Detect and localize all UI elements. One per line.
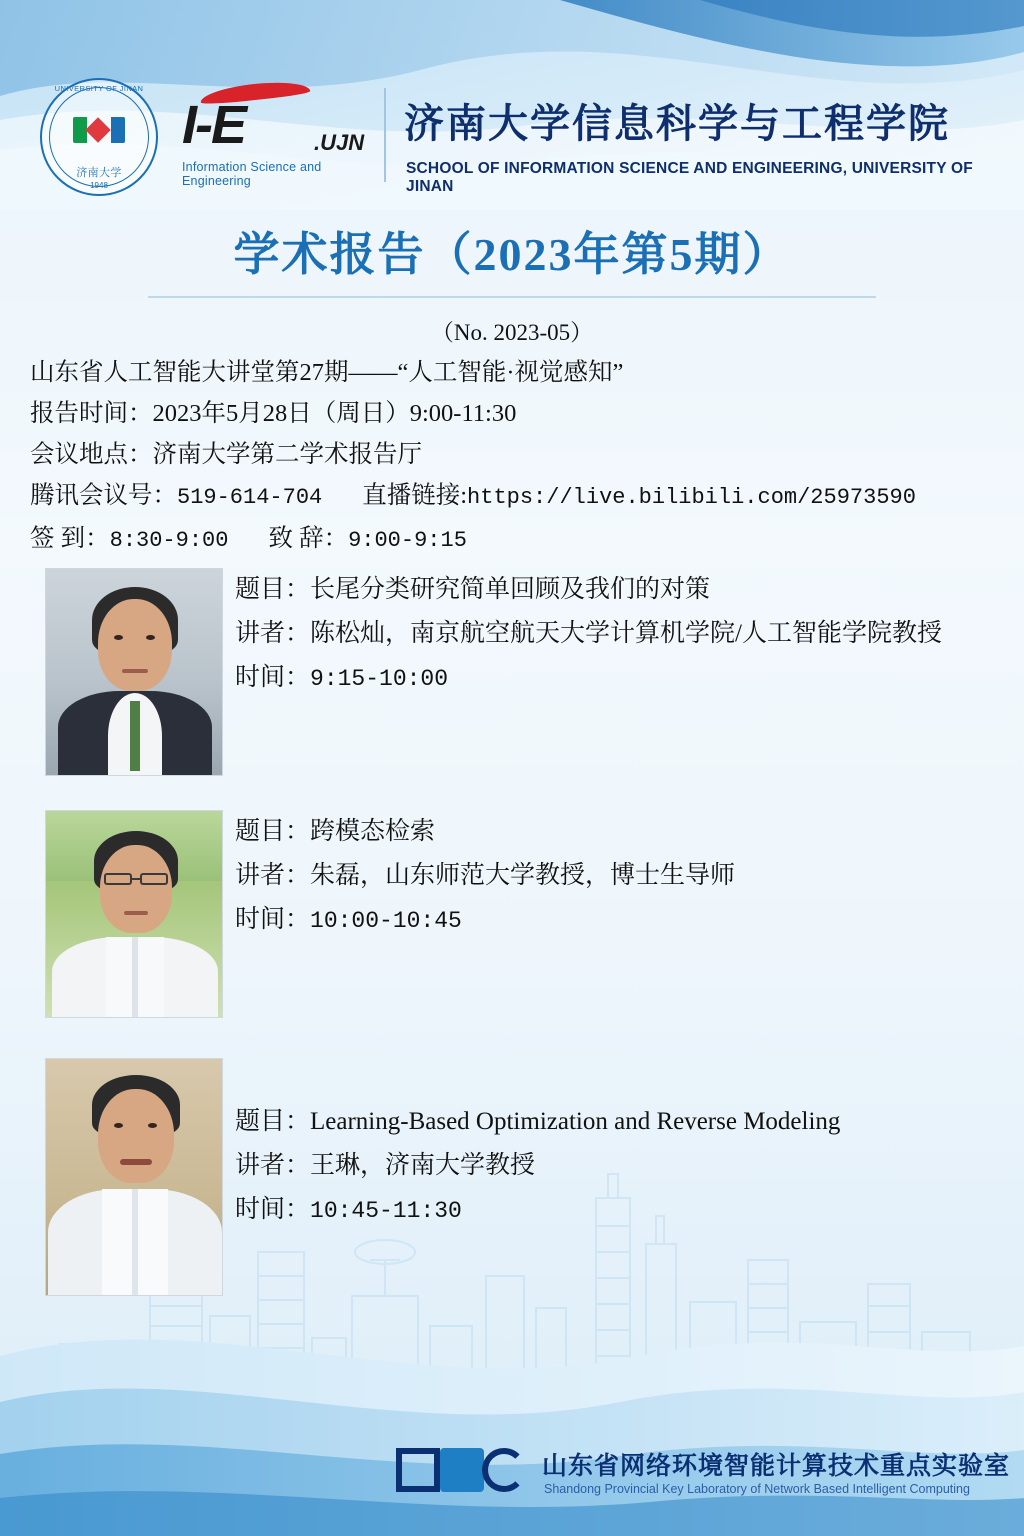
info-time — [30, 393, 1020, 434]
info-live-value[interactable]: https://live.bilibili.com/25973590 — [467, 485, 916, 510]
info-series: 山东省人工智能大讲堂第27期——“人工智能·视觉感知” — [30, 359, 624, 386]
speaker-photo-3 — [45, 1058, 223, 1296]
info-time-value: 2023年5月28日（周日）9:00-11:30 — [152, 400, 517, 427]
info-opening-value: 9:00-9:15 — [348, 528, 467, 553]
talk-speaker-label-3: 讲者： — [235, 1152, 311, 1179]
talk-time-label-2: 时间： — [235, 906, 311, 933]
talk-speaker-2: 朱磊，山东师范大学教授，博士生导师 — [310, 862, 736, 889]
info-signin-value: 8:30-9:00 — [109, 528, 229, 553]
nbic-logo-icon — [396, 1444, 528, 1496]
info-place-value: 济南大学第二学术报告厅 — [152, 441, 422, 468]
info-meeting-value: 519-614-704 — [177, 485, 323, 510]
talk-topic-3: Learning-Based Optimization and Reverse Modeling — [310, 1108, 841, 1135]
info-meeting-label: 腾讯会议号： — [30, 482, 177, 509]
title-divider — [148, 296, 876, 298]
talk-speaker-row-3 — [235, 1144, 1005, 1188]
info-place-label: 会议地点： — [30, 441, 153, 468]
crest-top-text: UNIVERSITY OF JINAN — [54, 84, 144, 93]
school-name-cn: 济南大学信息科学与工程学院 — [404, 102, 950, 146]
talk-time-row-3 — [235, 1188, 1005, 1233]
talk-topic-2: 跨模态检索 — [310, 818, 436, 845]
talk-time-2: 10:00-10:45 — [310, 908, 462, 934]
talk-details-1 — [235, 568, 1005, 701]
ise-logo-subtitle: Information Science and Engineering — [182, 160, 322, 188]
crest-bottom-text: 济南大学 — [76, 167, 122, 179]
event-info — [30, 352, 1020, 561]
info-meeting — [30, 475, 1020, 518]
lab-name-cn: 山东省网络环境智能计算技术重点实验室 — [542, 1452, 1011, 1480]
talk-speaker-row-1 — [235, 612, 1005, 656]
info-time-label: 报告时间： — [30, 400, 153, 427]
talk-time-3: 10:45-11:30 — [310, 1198, 462, 1224]
page-title: 学术报告（2023年第5期） — [233, 229, 791, 280]
ise-logo-mark: I-E — [182, 95, 246, 155]
ise-logo — [178, 82, 393, 188]
talk-topic-label-2: 题目： — [235, 818, 311, 845]
info-place — [30, 434, 1020, 475]
talk-details-3 — [235, 1100, 1005, 1233]
talk-time-row-2 — [235, 898, 1005, 943]
university-crest-icon — [40, 78, 158, 196]
talk-speaker-row-2 — [235, 854, 1005, 898]
talk-time-label-1: 时间： — [235, 664, 311, 691]
poster-header — [0, 0, 1024, 200]
speaker-photo-1 — [45, 568, 223, 776]
info-opening-label: 致 辞： — [268, 525, 349, 552]
talk-topic-row-2 — [235, 810, 1005, 854]
info-signin-label: 签 到： — [30, 525, 110, 552]
talk-time-label-3: 时间： — [235, 1196, 311, 1223]
info-signin — [30, 518, 1020, 561]
talk-details-2 — [235, 810, 1005, 943]
crest-year: 1948 — [90, 181, 108, 190]
ise-logo-suffix: .UJN — [314, 130, 365, 155]
lab-name-en: Shandong Provincial Key Laboratory of Network Based Intelligent Computing — [544, 1482, 970, 1496]
talk-topic-label-1: 题目： — [235, 576, 311, 603]
info-live-label: 直播链接: — [362, 482, 468, 509]
talk-topic-label-3: 题目： — [235, 1108, 311, 1135]
school-name-en: SCHOOL OF INFORMATION SCIENCE AND ENGINEERING, UNIVERSITY OF JINAN — [406, 160, 973, 195]
speaker-photo-2 — [45, 810, 223, 1018]
header-divider — [384, 88, 386, 182]
talk-topic-1: 长尾分类研究简单回顾及我们的对策 — [310, 576, 711, 603]
poster-footer — [0, 1442, 1024, 1512]
talk-speaker-label-1: 讲者： — [235, 620, 311, 647]
talk-speaker-1: 陈松灿，南京航空航天大学计算机学院/人工智能学院教授 — [310, 620, 942, 647]
talk-topic-row-3 — [235, 1100, 1005, 1144]
issue-number: （No. 2023-05） — [430, 320, 594, 345]
talk-time-1: 9:15-10:00 — [310, 666, 449, 692]
talk-topic-row-1 — [235, 568, 1005, 612]
talk-speaker-3: 王琳，济南大学教授 — [310, 1152, 536, 1179]
talk-time-row-1 — [235, 656, 1005, 701]
talk-speaker-label-2: 讲者： — [235, 862, 311, 889]
